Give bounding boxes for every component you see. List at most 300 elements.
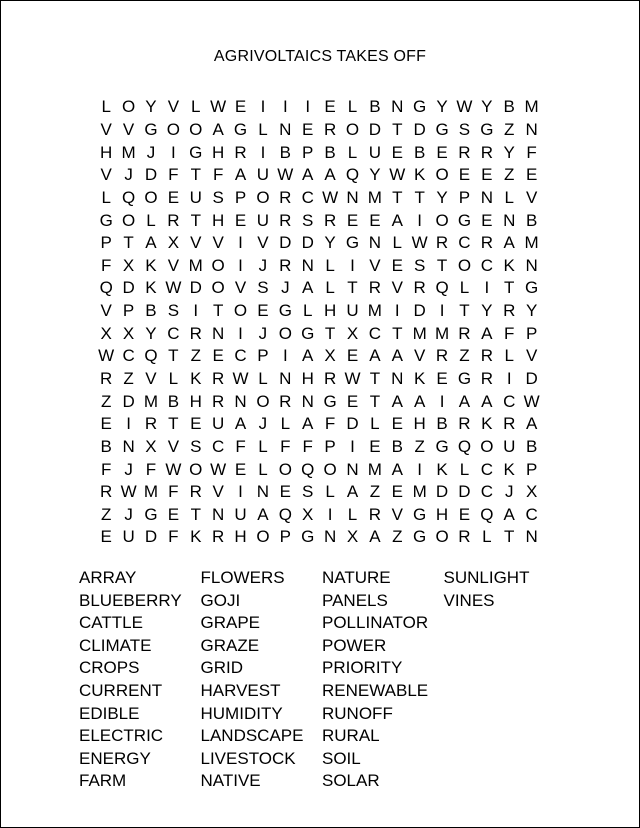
grid-letter: G (278, 301, 292, 321)
grid-letter: D (413, 119, 426, 139)
grid-letter: B (525, 436, 538, 456)
grid-letter: G (480, 119, 494, 139)
grid-letter: L (325, 255, 335, 275)
grid-letter: I (238, 233, 243, 253)
grid-letter: I (171, 142, 176, 162)
grid-letter: E (458, 165, 471, 185)
grid-letter: U (189, 187, 202, 207)
grid-row (95, 322, 549, 345)
grid-letter: I (282, 97, 288, 117)
grid-letter: X (122, 323, 135, 343)
word-item: CLIMATE (79, 635, 152, 655)
grid-letter: T (369, 391, 381, 411)
word-item: ARRAY (79, 568, 137, 587)
grid-letter: G (413, 97, 427, 117)
grid-letter: U (122, 527, 135, 547)
grid-letter: D (122, 391, 135, 411)
grid-letter: X (346, 527, 359, 547)
grid-letter: B (525, 210, 538, 230)
grid-letter: V (234, 278, 247, 298)
grid-letter: G (435, 436, 449, 456)
grid-letter: V (391, 504, 403, 524)
grid-letter: L (146, 210, 156, 230)
grid-letter: D (458, 482, 471, 502)
grid-letter: R (480, 233, 493, 253)
grid-letter: E (279, 482, 291, 502)
grid-letter: N (212, 323, 225, 343)
grid-letter: F (302, 436, 313, 456)
grid-letter: L (392, 233, 402, 253)
grid-letter: M (434, 323, 450, 343)
grid-letter: S (413, 255, 426, 275)
grid-letter: R (458, 142, 471, 162)
grid-letter: A (302, 165, 314, 185)
grid-letter: M (524, 97, 539, 117)
grid-letter: I (260, 142, 266, 162)
grid-letter: E (458, 504, 471, 524)
grid-row (95, 413, 549, 436)
grid-letter: T (392, 119, 403, 139)
grid-letter: N (480, 187, 493, 207)
grid-letter: V (100, 301, 112, 321)
grid-letter: T (190, 165, 201, 185)
grid-letter: G (323, 391, 337, 411)
grid-letter: C (368, 323, 382, 343)
grid-letter: K (503, 459, 515, 479)
grid-letter: N (279, 369, 292, 388)
grid-letter: L (258, 119, 268, 139)
grid-letter: I (350, 436, 355, 456)
grid-letter: A (234, 414, 247, 434)
grid-letter: C (301, 187, 314, 207)
word-item: FLOWERS (200, 568, 285, 587)
grid-letter: G (457, 369, 472, 388)
grid-letter: O (256, 391, 270, 411)
grid-letter: B (100, 436, 112, 456)
grid-letter: L (347, 504, 358, 524)
grid-letter: I (238, 255, 243, 275)
word-item: PRIORITY (322, 658, 403, 678)
grid-letter: K (190, 527, 202, 547)
grid-letter: O (457, 255, 472, 275)
grid-letter: S (257, 278, 269, 298)
grid-letter: T (504, 527, 515, 547)
grid-letter: B (145, 301, 157, 321)
grid-letter: W (210, 97, 227, 117)
grid-letter: A (525, 414, 538, 434)
grid-row (95, 96, 549, 119)
grid-letter: U (368, 142, 382, 162)
grid-letter: O (435, 210, 449, 230)
grid-letter: A (391, 391, 403, 411)
word-item: RURAL (322, 726, 380, 746)
grid-letter: O (435, 527, 449, 547)
grid-letter: A (346, 482, 359, 502)
grid-letter: R (189, 323, 202, 343)
grid-letter: K (413, 165, 426, 185)
grid-letter: R (323, 369, 337, 388)
grid-letter: W (523, 391, 540, 411)
word-item: POWER (322, 635, 387, 655)
grid-letter: Z (414, 436, 425, 456)
grid-letter: N (503, 210, 516, 230)
grid-letter: V (122, 119, 135, 139)
grid-letter: M (524, 233, 539, 253)
grid-letter: O (121, 97, 136, 117)
grid-letter: Y (145, 323, 157, 343)
grid-letter: L (258, 369, 268, 388)
grid-letter: R (413, 278, 426, 298)
grid-letter: Z (459, 346, 470, 366)
grid-letter: M (188, 255, 203, 275)
grid-letter: H (323, 301, 337, 321)
grid-letter: E (257, 301, 269, 321)
grid-letter: Y (525, 301, 538, 321)
grid-letter: N (346, 187, 359, 207)
grid-letter: U (256, 210, 270, 230)
grid-letter: Q (457, 436, 472, 456)
grid-letter: G (99, 210, 113, 230)
grid-letter: N (525, 119, 538, 139)
grid-letter: S (167, 301, 180, 321)
grid-letter: L (504, 346, 514, 366)
grid-letter: E (346, 346, 359, 366)
grid-letter: K (413, 369, 426, 388)
grid-letter: N (391, 97, 404, 117)
grid-letter: G (233, 119, 248, 139)
grid-letter: O (345, 119, 360, 139)
grid-letter: R (212, 369, 225, 388)
word-item: NATIVE (200, 771, 261, 791)
word-item: ENERGY (79, 748, 151, 768)
grid-letter: O (144, 187, 158, 207)
grid-letter: J (504, 482, 514, 502)
grid-letter: W (210, 459, 227, 479)
grid-letter: O (121, 210, 136, 230)
word-item: LIVESTOCK (200, 748, 296, 768)
grid-letter: Z (101, 504, 112, 524)
grid-letter: H (234, 527, 247, 547)
grid-letter: R (100, 369, 113, 388)
grid-letter: O (480, 436, 494, 456)
grid-letter: A (324, 165, 336, 185)
grid-letter: J (146, 142, 156, 162)
grid-letter: W (165, 459, 182, 479)
grid-letter: O (211, 278, 225, 298)
grid-letter: E (324, 97, 336, 117)
grid-letter: I (417, 459, 423, 479)
grid-letter: Q (144, 346, 158, 366)
grid-letter: E (391, 142, 403, 162)
grid-letter: A (481, 323, 493, 343)
grid-row (95, 526, 549, 549)
word-item: BLUEBERRY (79, 590, 182, 610)
word-item: ELECTRIC (79, 726, 164, 746)
grid-letter: E (481, 165, 493, 185)
grid-letter: J (258, 255, 268, 275)
grid-letter: C (525, 504, 538, 524)
grid-letter: K (503, 255, 515, 275)
grid-letter: D (346, 414, 359, 434)
grid-letter: E (212, 346, 224, 366)
page-title: AGRIVOLTAICS TAKES OFF (213, 48, 427, 65)
grid-letter: R (323, 210, 337, 230)
grid-letter: R (234, 142, 247, 162)
grid-letter: G (413, 527, 427, 547)
grid-letter: I (260, 97, 266, 117)
grid-letter: I (439, 391, 445, 411)
word-item: FARM (79, 771, 127, 791)
grid-letter: Z (504, 165, 515, 185)
grid-letter: E (346, 391, 359, 411)
grid-letter: R (435, 233, 449, 253)
word-column (79, 567, 201, 793)
grid-letter: R (323, 119, 337, 139)
grid-row (95, 119, 549, 142)
grid-letter: V (212, 482, 224, 502)
grid-letter: M (367, 459, 382, 479)
grid-letter: F (168, 165, 179, 185)
grid-letter: Z (190, 346, 201, 366)
grid-letter: X (167, 233, 180, 253)
grid-letter: E (481, 210, 493, 230)
grid-letter: E (369, 436, 381, 456)
grid-letter: R (458, 414, 471, 434)
word-item: GRAPE (200, 613, 261, 633)
grid-letter: A (369, 527, 381, 547)
grid-letter: N (323, 527, 337, 547)
grid-letter: X (525, 482, 538, 502)
grid-letter: N (525, 527, 538, 547)
word-column (444, 567, 566, 793)
grid-letter: L (258, 459, 268, 479)
grid-letter: P (525, 459, 538, 479)
grid-letter: N (368, 233, 382, 253)
grid-letter: S (302, 210, 314, 230)
grid-letter: N (346, 459, 359, 479)
grid-letter: A (503, 233, 515, 253)
grid-letter: D (301, 233, 314, 253)
grid-letter: M (121, 142, 136, 162)
grid-letter: R (144, 414, 158, 434)
grid-row (95, 164, 549, 187)
grid-letter: L (101, 187, 111, 207)
word-item: POLLINATOR (322, 613, 429, 633)
grid-letter: M (143, 482, 159, 502)
grid-letter: P (302, 142, 314, 162)
word-list (79, 567, 565, 793)
grid-letter: V (212, 233, 224, 253)
grid-letter: U (256, 165, 270, 185)
grid-letter: Q (435, 278, 449, 298)
grid-letter: P (279, 527, 291, 547)
grid-row (95, 390, 549, 413)
grid-letter: X (324, 346, 336, 366)
grid-row (95, 277, 549, 300)
grid-letter: N (256, 482, 270, 502)
word-item: LANDSCAPE (200, 726, 304, 746)
grid-letter: V (100, 119, 112, 139)
grid-letter: N (301, 255, 314, 275)
word-item: CATTLE (79, 613, 143, 633)
grid-letter: N (234, 391, 247, 411)
grid-letter: Z (504, 119, 515, 139)
grid-letter: C (458, 233, 471, 253)
grid-letter: A (234, 165, 247, 185)
word-item: SUNLIGHT (443, 568, 530, 587)
grid-letter: F (235, 436, 246, 456)
grid-letter: T (459, 301, 470, 321)
grid-letter: I (282, 346, 288, 366)
word-item: CURRENT (79, 680, 163, 700)
letter-grid (95, 96, 549, 549)
grid-letter: V (369, 255, 381, 275)
grid-letter: B (369, 97, 381, 117)
grid-letter: B (279, 142, 291, 162)
grid-letter: D (435, 482, 449, 502)
grid-letter: X (100, 323, 112, 343)
grid-letter: S (458, 119, 471, 139)
grid-letter: E (346, 210, 359, 230)
grid-letter: G (144, 504, 158, 524)
grid-row (95, 481, 549, 504)
grid-letter: U (234, 504, 247, 524)
grid-letter: R (279, 391, 292, 411)
grid-letter: V (413, 346, 426, 366)
grid-letter: N (279, 119, 292, 139)
grid-letter: C (503, 391, 516, 411)
grid-letter: K (145, 278, 157, 298)
grid-letter: D (189, 278, 202, 298)
grid-row (95, 254, 549, 277)
grid-letter: V (167, 97, 180, 117)
grid-letter: C (167, 323, 180, 343)
grid-letter: F (324, 414, 336, 434)
grid-letter: I (394, 301, 400, 321)
grid-letter: Y (436, 187, 448, 207)
grid-letter: F (101, 459, 112, 479)
grid-letter: E (391, 482, 403, 502)
grid-letter: R (368, 504, 382, 524)
grid-letter: G (301, 527, 315, 547)
grid-letter: I (506, 369, 512, 388)
grid-letter: V (190, 233, 202, 253)
grid-letter: E (234, 210, 247, 230)
grid-letter: R (189, 482, 202, 502)
grid-letter: R (212, 391, 225, 411)
grid-letter: E (369, 210, 381, 230)
grid-row (95, 141, 549, 164)
grid-letter: L (325, 482, 335, 502)
grid-letter: T (168, 414, 179, 434)
grid-letter: H (435, 504, 449, 524)
grid-letter: O (278, 459, 292, 479)
grid-row (95, 300, 549, 323)
grid-letter: L (168, 369, 179, 388)
grid-letter: E (100, 414, 112, 434)
grid-letter: V (167, 436, 180, 456)
grid-letter: A (481, 391, 493, 411)
grid-letter: R (503, 301, 516, 321)
grid-letter: L (347, 97, 358, 117)
grid-letter: Q (301, 459, 315, 479)
grid-letter: R (279, 210, 292, 230)
grid-letter: G (189, 142, 203, 162)
grid-letter: Y (145, 97, 157, 117)
grid-letter: E (167, 187, 180, 207)
grid-row (95, 504, 549, 527)
word-item: RENEWABLE (322, 680, 429, 700)
grid-letter: P (122, 301, 135, 321)
grid-letter: A (391, 346, 403, 366)
grid-letter: O (233, 301, 248, 321)
grid-letter: G (525, 278, 539, 298)
grid-letter: L (459, 278, 470, 298)
grid-letter: P (324, 436, 336, 456)
grid-letter: W (322, 187, 339, 207)
word-item: EDIBLE (79, 703, 140, 723)
grid-letter: Z (369, 482, 381, 502)
grid-letter: V (167, 255, 180, 275)
grid-letter: D (368, 119, 382, 139)
word-item: HUMIDITY (200, 703, 283, 723)
grid-letter: R (480, 369, 493, 388)
grid-letter: Y (503, 142, 515, 162)
word-item: NATURE (322, 568, 391, 587)
grid-letter: B (503, 97, 515, 117)
grid-letter: H (100, 142, 113, 162)
grid-letter: X (346, 323, 359, 343)
grid-letter: U (503, 436, 516, 456)
grid-letter: F (168, 482, 179, 502)
grid-letter: S (212, 187, 224, 207)
grid-letter: G (435, 119, 449, 139)
grid-letter: R (458, 527, 471, 547)
grid-letter: L (302, 301, 313, 321)
grid-letter: X (302, 504, 314, 524)
grid-letter: I (193, 301, 199, 321)
grid-letter: E (234, 97, 247, 117)
grid-letter: L (258, 436, 268, 456)
grid-letter: H (301, 369, 314, 388)
grid-letter: E (391, 255, 403, 275)
grid-letter: W (277, 165, 294, 185)
grid-letter: T (123, 233, 134, 253)
grid-letter: I (238, 482, 243, 502)
grid-letter: T (392, 187, 403, 207)
grid-letter: O (256, 527, 270, 547)
grid-letter: I (126, 414, 131, 434)
grid-letter: G (144, 119, 158, 139)
grid-letter: O (166, 119, 180, 139)
grid-letter: F (168, 527, 179, 547)
grid-letter: E (100, 527, 112, 547)
grid-letter: L (482, 527, 492, 547)
grid-letter: D (144, 527, 158, 547)
grid-letter: T (369, 369, 381, 388)
grid-letter: L (191, 97, 201, 117)
grid-letter: B (324, 142, 336, 162)
grid-letter: W (165, 278, 182, 298)
grid-letter: L (101, 97, 111, 117)
grid-letter: F (504, 323, 515, 343)
grid-letter: C (234, 346, 247, 366)
grid-letter: X (122, 255, 135, 275)
grid-letter: O (189, 459, 203, 479)
grid-letter: Q (121, 187, 136, 207)
grid-letter: I (439, 301, 445, 321)
grid-letter: R (368, 278, 382, 298)
